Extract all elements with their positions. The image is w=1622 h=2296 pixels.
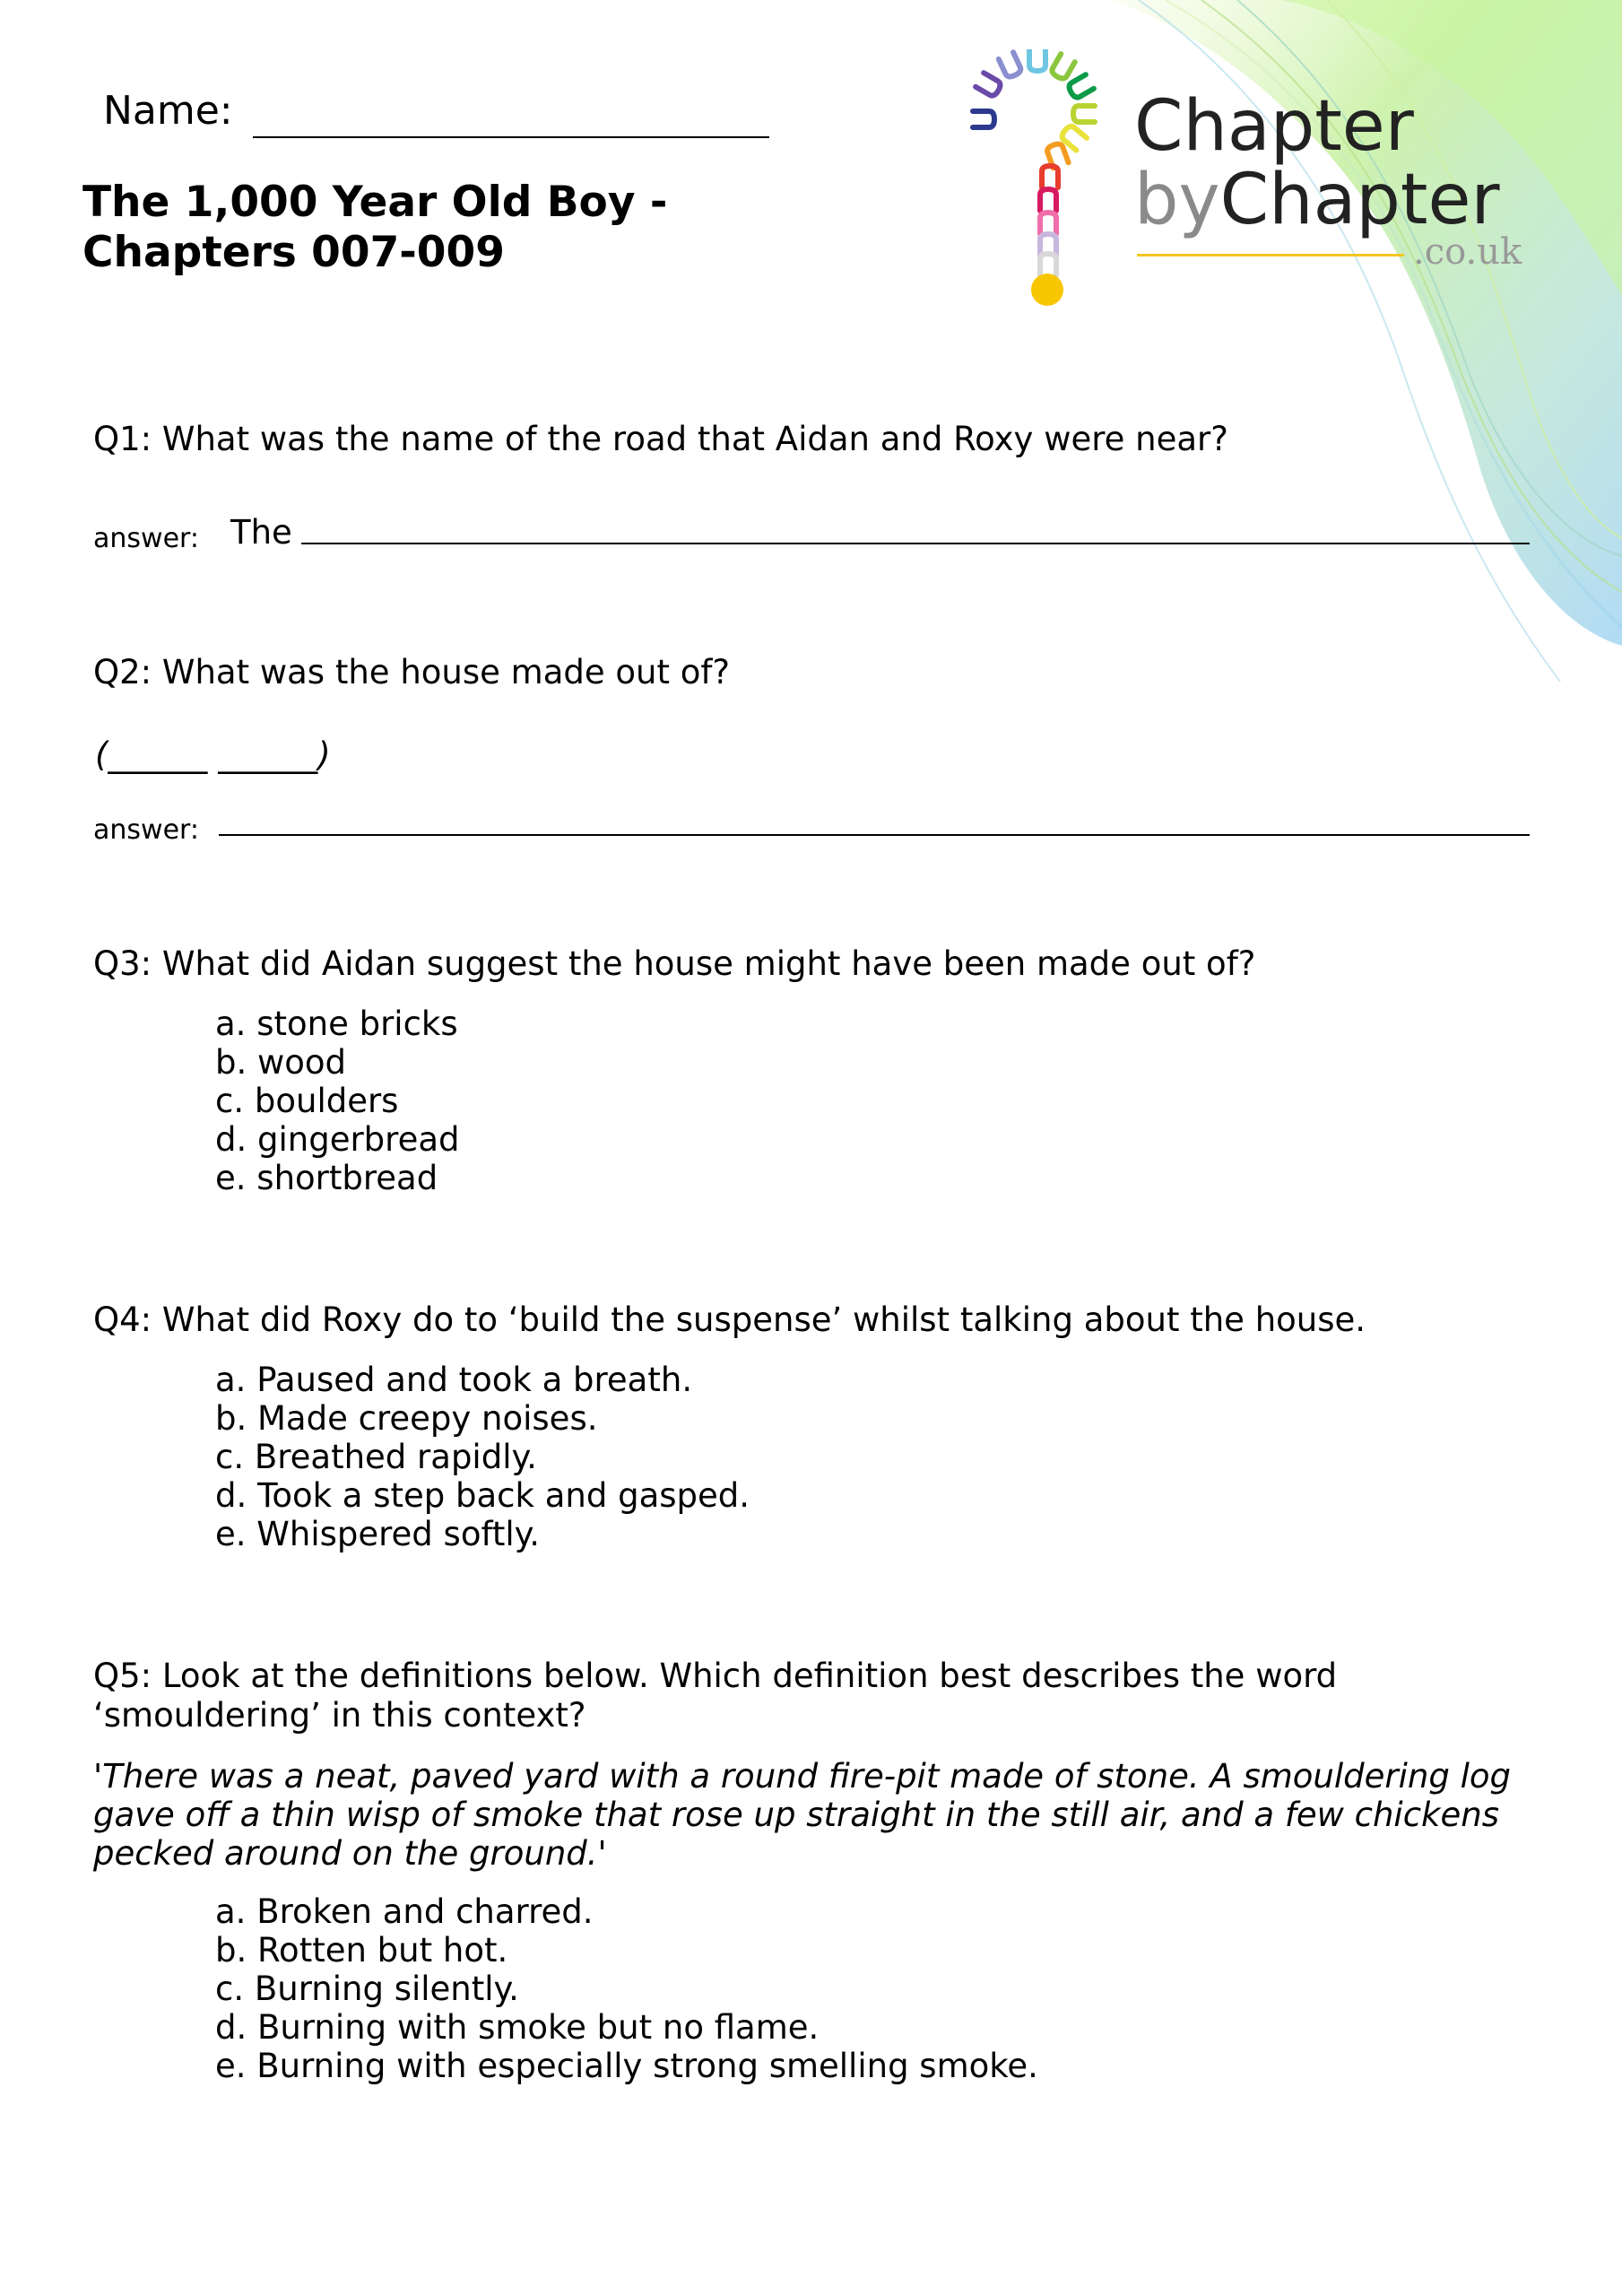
q1-answer-label: answer: xyxy=(93,523,199,554)
logo-dot-icon xyxy=(1031,274,1063,306)
logo-book-spine-icon xyxy=(1042,166,1058,187)
q4-option-a[interactable]: a. Paused and took a breath. xyxy=(215,1361,693,1399)
brand-line-2 xyxy=(1134,160,1500,240)
logo-book-spine-icon xyxy=(1029,49,1045,71)
q3-option-a[interactable]: a. stone bricks xyxy=(215,1004,458,1043)
brand-word-chapter-2: Chapter xyxy=(1219,160,1500,240)
q3-option-c[interactable]: c. boulders xyxy=(215,1082,399,1120)
q4-options xyxy=(215,1361,750,1553)
brand-domain: .co.uk xyxy=(1413,231,1522,273)
q5-options xyxy=(215,1892,1038,2085)
worksheet-title xyxy=(82,178,667,278)
chapter-by-chapter-logo-icon xyxy=(964,49,1125,318)
question-3: Q3: What did Aidan suggest the house might have been made out of? xyxy=(93,944,1256,983)
logo-book-spine-icon xyxy=(976,73,1002,98)
q5-quote xyxy=(93,1757,1546,1873)
logo-book-spine-icon xyxy=(1040,213,1056,234)
logo-book-spine-icon xyxy=(1067,74,1094,100)
q5-text-line-1: Q5: Look at the definitions below. Which definition best describes the word xyxy=(93,1657,1338,1695)
q5-option-b[interactable]: b. Rotten but hot. xyxy=(215,1931,508,1970)
q1-answer-prefix: The xyxy=(230,513,292,552)
q5-quote-line-3: pecked around on the ground.' xyxy=(93,1834,607,1873)
q5-text-line-2: ‘smouldering’ in this context? xyxy=(93,1696,586,1735)
q4-option-b[interactable]: b. Made creepy noises. xyxy=(215,1399,598,1438)
q3-option-d[interactable]: d. gingerbread xyxy=(215,1120,460,1159)
q4-option-e[interactable]: e. Whispered softly. xyxy=(215,1515,540,1553)
brand-word-chapter: Chapter xyxy=(1134,86,1414,167)
q5-option-a[interactable]: a. Broken and charred. xyxy=(215,1892,594,1931)
logo-book-spine-icon xyxy=(1050,54,1075,81)
question-1: Q1: What was the name of the road that Aidan and Roxy were near? xyxy=(93,420,1228,458)
q4-option-d[interactable]: d. Took a step back and gasped. xyxy=(215,1476,750,1515)
q3-option-b[interactable]: b. wood xyxy=(215,1043,347,1082)
question-2: Q2: What was the house made out of? xyxy=(93,653,731,691)
q2-answer-field[interactable] xyxy=(219,834,1530,836)
brand-wordmark xyxy=(1134,86,1500,240)
q4-option-c[interactable]: c. Breathed rapidly. xyxy=(215,1438,537,1476)
name-field[interactable] xyxy=(253,136,769,138)
q1-answer-field[interactable] xyxy=(301,543,1530,544)
q5-quote-line-1: 'There was a neat, paved yard with a round fire-pit made of stone. A smouldering log xyxy=(93,1757,1512,1796)
q2-blank-hint: (______ ______) xyxy=(95,735,331,774)
question-4: Q4: What did Roxy do to ‘build the suspense’ whilst talking about the house. xyxy=(93,1300,1366,1339)
q5-option-c[interactable]: c. Burning silently. xyxy=(215,1970,519,2008)
logo-book-spine-icon xyxy=(1040,254,1056,275)
logo-book-spine-icon xyxy=(999,52,1022,78)
q5-quote-line-2: gave off a thin wisp of smoke that rose up straight in the still air, and a few chickens xyxy=(93,1796,1499,1834)
brand-underline xyxy=(1137,254,1404,257)
q2-answer-label: answer: xyxy=(93,814,199,846)
logo-book-spine-icon xyxy=(1073,106,1095,122)
logo-book-spine-icon xyxy=(973,111,994,127)
brand-word-by: by xyxy=(1134,160,1220,240)
q5-option-e[interactable]: e. Burning with especially strong smelling smoke. xyxy=(215,2047,1038,2085)
title-line-1: The 1,000 Year Old Boy - xyxy=(82,178,668,227)
logo-book-spine-icon xyxy=(1040,189,1056,211)
q5-option-d[interactable]: d. Burning with smoke but no flame. xyxy=(215,2008,820,2047)
q3-option-e[interactable]: e. shortbread xyxy=(215,1159,438,1197)
q3-options xyxy=(215,1004,460,1197)
question-5 xyxy=(93,1657,1528,1735)
title-line-2: Chapters 007-009 xyxy=(82,228,505,277)
name-label: Name: xyxy=(103,88,233,134)
